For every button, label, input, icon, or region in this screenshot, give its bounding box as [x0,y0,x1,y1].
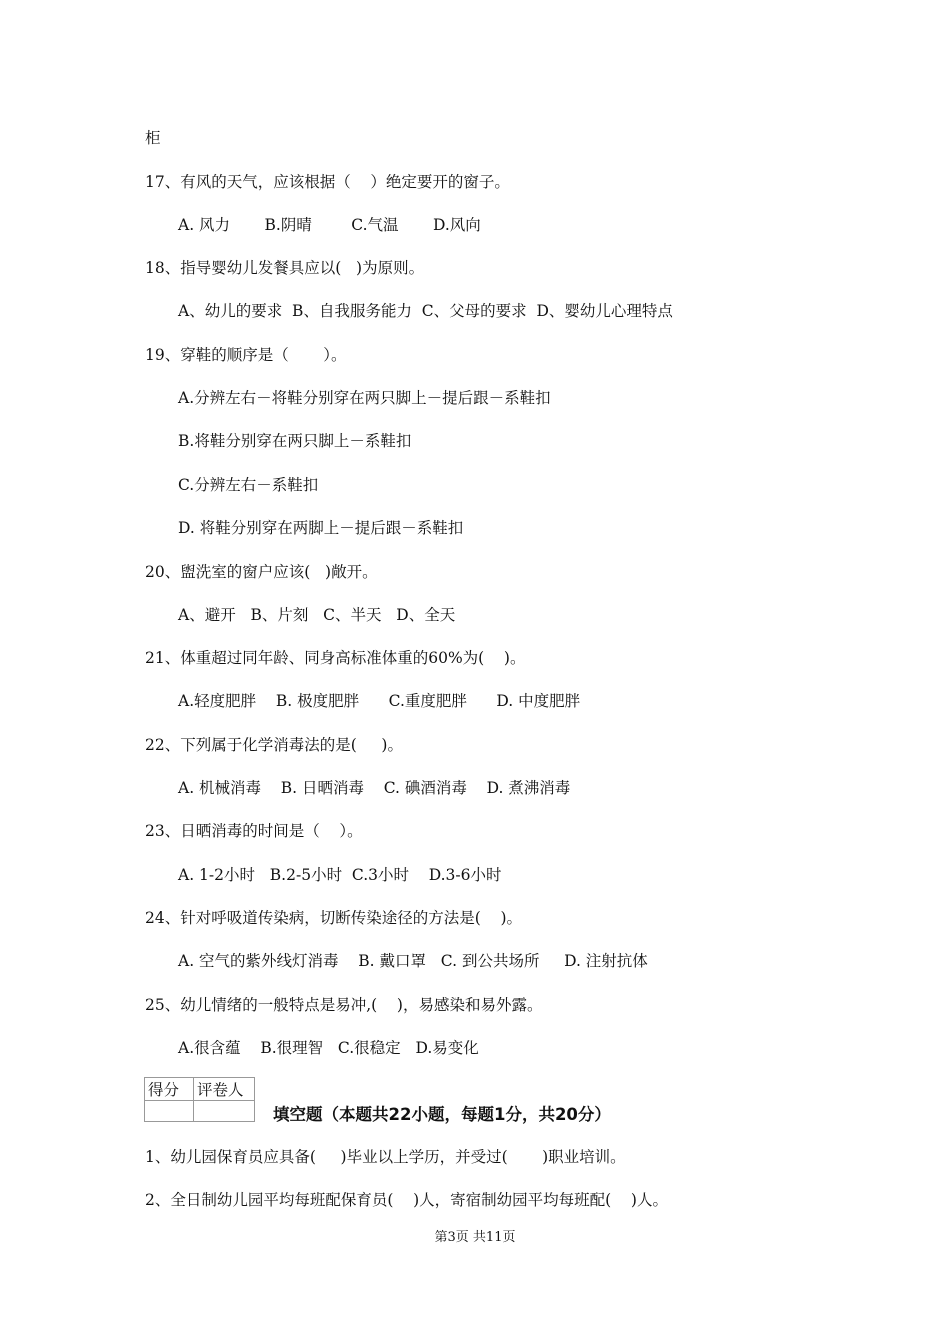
question-17-stem: 17、有风的天气，应该根据（ ）绝定要开的窗子。 [145,173,510,191]
section-title: 填空题（本题共22小题，每题1分，共20分） [273,1105,611,1124]
question-22-stem: 22、下列属于化学消毒法的是( )。 [145,736,403,754]
question-22-options: A. 机械消毒 B. 日晒消毒 C. 碘酒消毒 D. 煮沸消毒 [178,779,571,797]
question-19-option-b: B.将鞋分别穿在两只脚上－系鞋扣 [178,432,412,450]
grader-cell [194,1101,255,1122]
page-footer: 第3页 共11页 [434,1230,516,1245]
grader-label: 评卷人 [194,1078,255,1101]
question-24-stem: 24、针对呼吸道传染病，切断传染途径的方法是( )。 [145,909,523,927]
question-20-stem: 20、盥洗室的窗户应该( )敞开。 [145,563,378,581]
question-25-stem: 25、幼儿情绪的一般特点是易冲,( )，易感染和易外露。 [145,996,543,1014]
score-label: 得分 [145,1078,194,1101]
continuation-text: 柜 [145,129,161,147]
fill-blank-2: 2、全日制幼儿园平均每班配保育员( )人，寄宿制幼园平均每班配( )人。 [145,1191,668,1209]
question-19-option-c: C.分辨左右－系鞋扣 [178,476,319,494]
question-18-stem: 18、指导婴幼儿发餐具应以( )为原则。 [145,259,425,277]
question-17-options: A. 风力 B.阴晴 C.气温 D.风向 [178,216,481,234]
question-21-stem: 21、体重超过同年龄、同身高标准体重的60%为( )。 [145,649,526,667]
fill-blank-1: 1、幼儿园保育员应具备( )毕业以上学历，并受过( )职业培训。 [145,1148,626,1166]
question-19-option-d: D. 将鞋分别穿在两脚上－提后跟－系鞋扣 [178,519,464,537]
question-18-options: A、幼儿的要求 B、自我服务能力 C、父母的要求 D、婴幼儿心理特点 [178,302,673,320]
question-19-option-a: A.分辨左右－将鞋分别穿在两只脚上－提后跟－系鞋扣 [178,389,551,407]
question-23-options: A. 1-2小时 B.2-5小时 C.3小时 D.3-6小时 [178,866,502,884]
question-21-options: A.轻度肥胖 B. 极度肥胖 C.重度肥胖 D. 中度肥胖 [178,692,581,710]
question-23-stem: 23、日晒消毒的时间是（ ）。 [145,822,363,840]
question-25-options: A.很含蕴 B.很理智 C.很稳定 D.易变化 [178,1039,479,1057]
score-cell [145,1101,194,1122]
question-19-stem: 19、穿鞋的顺序是（ ）。 [145,346,347,364]
question-20-options: A、避开 B、片刻 C、半天 D、全天 [178,606,456,624]
score-table [144,1077,255,1122]
question-24-options: A. 空气的紫外线灯消毒 B. 戴口罩 C. 到公共场所 D. 注射抗体 [178,952,648,970]
